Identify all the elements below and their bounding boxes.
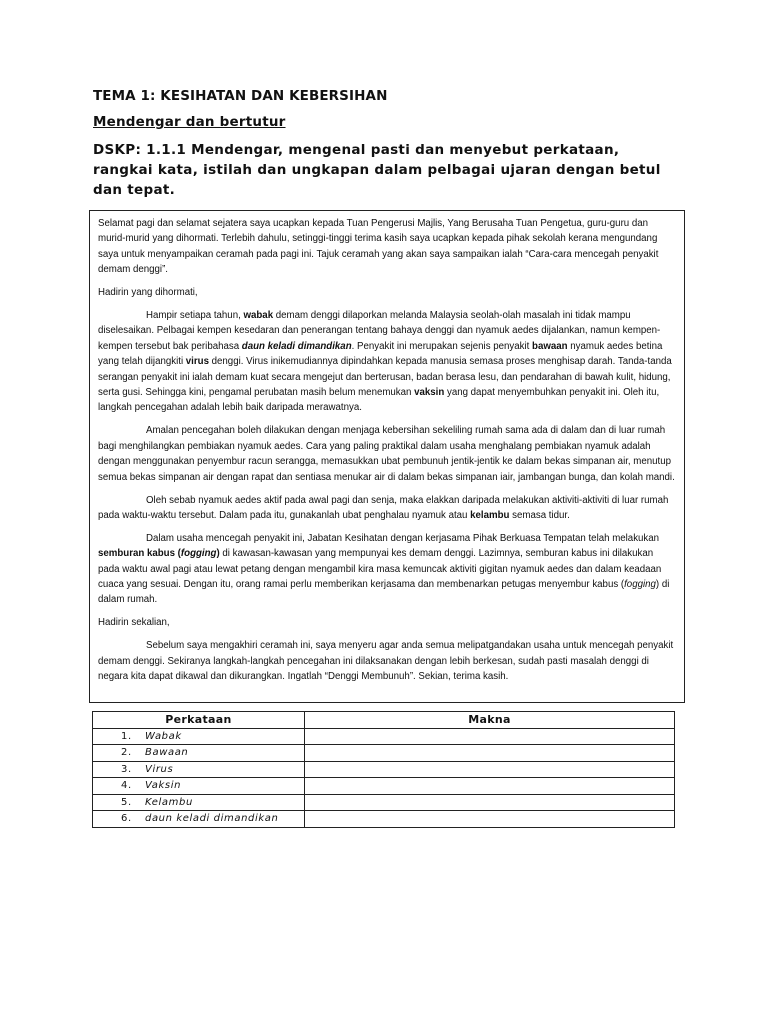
speech-paragraph-intro: Hampir setiapa tahun, wabak demam denggi dilaporkan melanda Malaysia seolah-olah masalah ini tidak mampu diselesaikan. Pelbagai kempen kesedaran dan penerangan tentang bahaya denggi dan nyamuk aedes dijalankan, namun kempen-kempen tersebut bak peribahasa daun keladi dimandikan. Penyakit ini merupakan sejenis penyakit bawaan nyamuk aedes betina yang telah dijangkiti virus denggi. Virus inikemudiannya dipindahkan kepada manusia semasa proses menghisap darah. Tanda-tanda serangan penyakit ini ialah demam kuat secara mengejut dan berterusan, badan berasa lesu, dan pendarahan di bawah kulit, hidung, serta gusi. Sehingga kini, pengamal perubatan masih belum menemukan vaksin yang dapat menyembuhkan penyakit ini. Oleh itu, langkah pencegahan adalah lebih baik daripada merawatnya.: [98, 310, 672, 414]
word-cell: 2. Bawaan: [93, 745, 305, 762]
column-header-perkataan: Perkataan: [93, 712, 305, 729]
speech-paragraph-mosquito: Oleh sebab nyamuk aedes aktif pada awal pagi dan senja, maka elakkan daripada melakukan aktiviti-aktiviti di luar rumah pada waktu-waktu tersebut. Dalam pada itu, gunakanlah ubat penghalau nyamuk atau kelambu semasa tidur.: [98, 494, 669, 521]
keyword-semburan-kabus: semburan kabus (: [98, 548, 181, 560]
meaning-cell[interactable]: [304, 728, 674, 745]
table-row: [93, 811, 675, 828]
meaning-cell[interactable]: [304, 811, 674, 828]
word-cell: 3. Virus: [93, 761, 305, 778]
speech-paragraph-closing: Sebelum saya mengakhiri ceramah ini, saya menyeru agar anda semua melipatgandakan usaha untuk mencegah penyakit demam denggi. Sekiranya langkah-langkah pencegahan ini dilaksanakan dengan lebih berkesan, sudah pasti masalah denggi di negara kita dapat dikawal dan dikurangkan. Ingatlah “Denggi Membunuh”. Sekian, terima kasih.: [98, 640, 674, 683]
speech-paragraph-fogging: Dalam usaha mencegah penyakit ini, Jabatan Kesihatan dengan kerjasama Pihak Berkuasa Tempatan telah melakukan semburan kabus (fogging) di kawasan-kawasan yang mempunyai kes demam denggi. Lazimnya, semburan kabus ini dilakukan pada waktu awal pagi atau lewat petang dengan mengambil kira masa kemuncak aktiviti gigitan nyamuk aedes dan dalam keadaan cuaca yang sesuai. Dengan itu, orang ramai perlu memberikan kerjasama dan membenarkan petugas menyembur kabus (fogging) di dalam rumah.: [98, 532, 670, 606]
speech-text-box: [89, 210, 685, 703]
speech-salutation: Hadirin yang dihormati,: [98, 287, 198, 299]
speech-salutation-closing: Hadirin sekalian,: [98, 617, 170, 629]
table-row: [93, 728, 675, 745]
meaning-cell[interactable]: [304, 794, 674, 811]
keyword-vaksin: vaksin: [414, 387, 445, 399]
table-row: [93, 745, 675, 762]
meaning-cell[interactable]: [304, 745, 674, 762]
word-cell: 5. Kelambu: [93, 794, 305, 811]
theme-title: TEMA 1: KESIHATAN DAN KEBERSIHAN: [93, 88, 388, 104]
word-cell: 4. Vaksin: [93, 778, 305, 795]
keyword-wabak: wabak: [243, 310, 274, 322]
meaning-cell[interactable]: [304, 778, 674, 795]
column-header-makna: Makna: [304, 712, 674, 729]
table-header-row: [93, 712, 675, 729]
meaning-cell[interactable]: [304, 761, 674, 778]
table-row: [93, 794, 675, 811]
keyword-virus: virus: [185, 356, 209, 368]
table-row: [93, 778, 675, 795]
speech-paragraph-greeting: Selamat pagi dan selamat sejatera saya ucapkan kepada Tuan Pengerusi Majlis, Yang Berusaha Tuan Pengetua, guru-guru dan murid-murid yang dihormati. Terlebih dahulu, setinggi-tinggi terima kasih saya ucapkan kepada pihak sekolah kerana mengundang saya untuk menyampaikan ceramah pada pagi ini. Tajuk ceramah yang akan saya sampaikan ialah “Cara-cara mencegah penyakit demam denggi”.: [98, 218, 659, 276]
word-cell: 1. Wabak: [93, 728, 305, 745]
keyword-daun-keladi: daun keladi dimandikan: [241, 340, 352, 352]
speech-paragraph-prevention: Amalan pencegahan boleh dilakukan dengan menjaga kebersihan sekeliling rumah sama ada di dalam dan di luar rumah bagi menghilangkan pembiakan nyamuk aedes. Cara yang paling praktikal dalam usaha menghalang pembiakan nyamuk adalah dengan menggunakan penyembur racun serangga, memasukkan ubat pembunuh jentik-jentik ke dalam bekas simpanan air, menutup semua bekas simpanan air dengan rapat dan sentiasa menukar air di dalam bekas simpanan iair, jambangan bunga, dan kolah mandi.: [98, 425, 675, 483]
table-row: [93, 761, 675, 778]
keyword-kelambu: kelambu: [470, 509, 510, 521]
dskp-standard: DSKP: 1.1.1 Mendengar, mengenal pasti dan menyebut perkataan, rangkai kata, istilah dan ungkapan dalam pelbagai ujaran dengan betul dan tepat.: [93, 142, 661, 198]
vocabulary-table: [92, 711, 675, 828]
word-cell: 6. daun keladi dimandikan: [93, 811, 305, 828]
section-subtitle: Mendengar dan bertutur: [93, 114, 286, 130]
keyword-bawaan: bawaan: [532, 340, 568, 352]
